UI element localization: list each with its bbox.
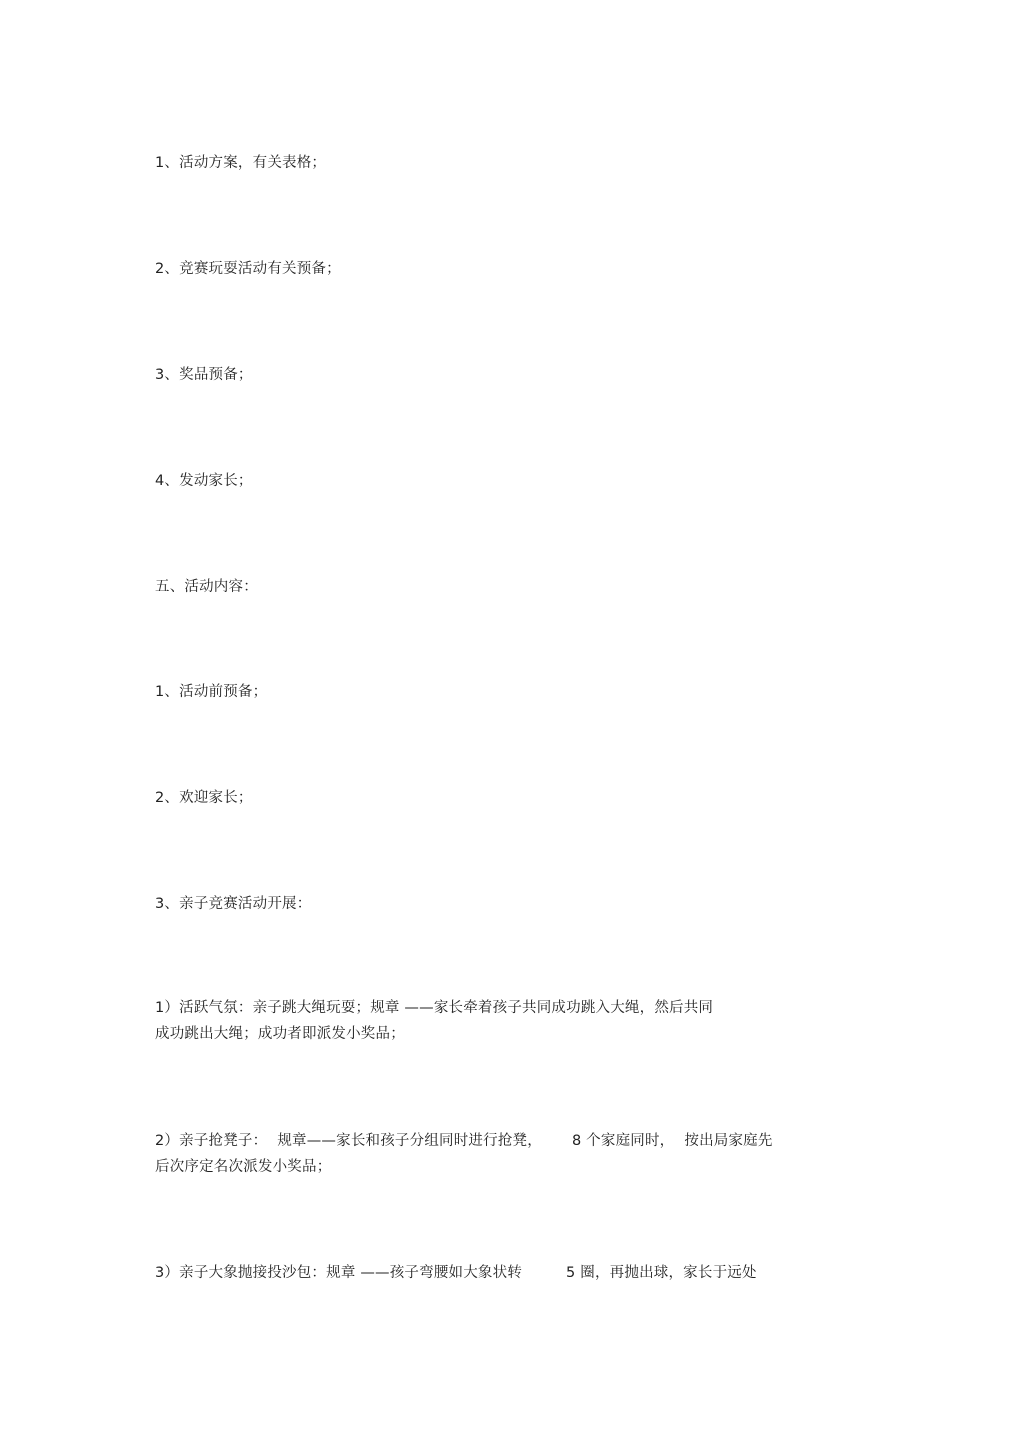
text-segment: 规章——家长和孩子分组同时进行抢凳， — [277, 1133, 542, 1149]
list-item: 3、奖品预备； — [155, 367, 253, 383]
list-item: 3、亲子竞赛活动开展： — [155, 896, 312, 912]
section-heading: 五、活动内容： — [155, 579, 258, 595]
text-segment: 8 个家庭同时， — [571, 1133, 675, 1149]
text-segment: 2）亲子抢凳子： — [155, 1133, 268, 1149]
paragraph-line: 1）活跃气氛：亲子跳大绳玩耍；规章 ——家长牵着孩子共同成功跳入大绳，然后共同 — [155, 1000, 714, 1016]
list-item: 2、竞赛玩耍活动有关预备； — [155, 261, 341, 277]
paragraph-line: 成功跳出大绳；成功者即派发小奖品； — [155, 1026, 405, 1042]
text-segment: 5 圈，再抛出球，家长于远处 — [566, 1265, 757, 1281]
list-item: 2、欢迎家长； — [155, 790, 253, 806]
paragraph-line: 后次序定名次派发小奖品； — [155, 1159, 332, 1175]
list-item: 1、活动前预备； — [155, 684, 268, 700]
text-segment: 3）亲子大象抛接投沙包：规章 ——孩子弯腰如大象状转 — [155, 1265, 523, 1281]
list-item: 4、发动家长； — [155, 473, 253, 489]
list-item: 1、活动方案，有关表格； — [155, 155, 327, 171]
paragraph-line — [155, 1262, 757, 1284]
text-segment: 按出局家庭先 — [684, 1133, 773, 1149]
paragraph-line — [155, 1130, 773, 1152]
